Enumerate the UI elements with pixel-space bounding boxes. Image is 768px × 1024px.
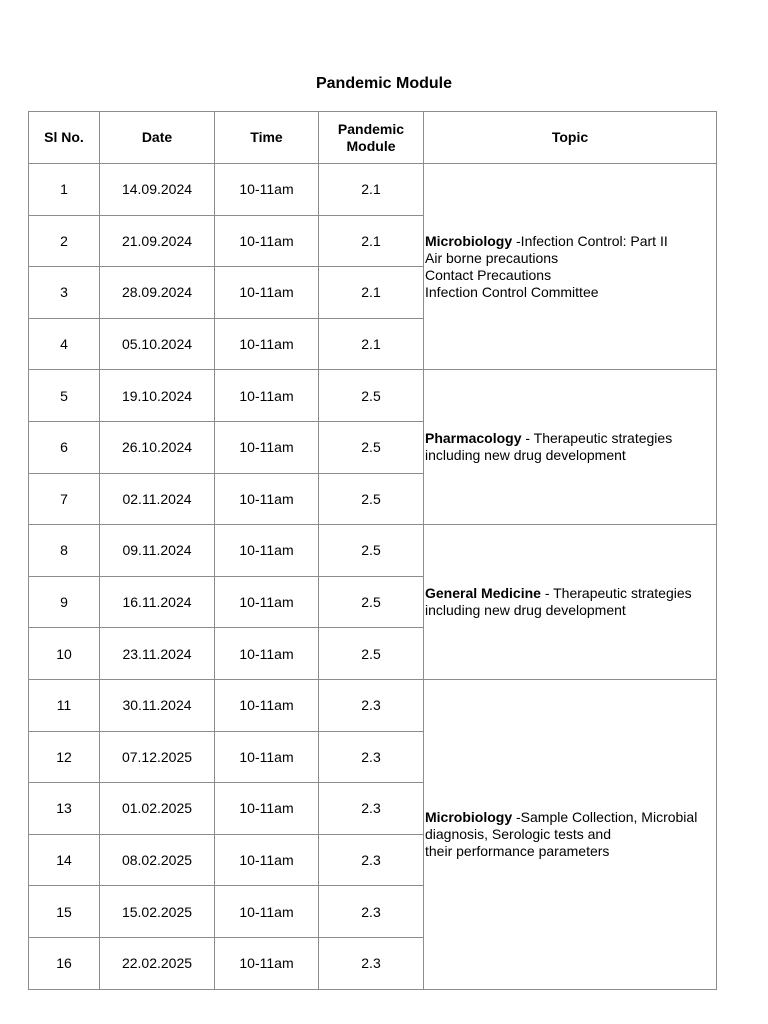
- header-pandemic-module: [319, 112, 424, 164]
- cell-module: 2.3: [319, 731, 424, 783]
- cell-module: 2.3: [319, 679, 424, 731]
- topic-line: Contact Precautions: [425, 266, 552, 283]
- topic-title: -Sample Collection, Microbial: [512, 808, 698, 825]
- cell-time: 10-11am: [215, 525, 319, 577]
- cell-date: 07.12.2025: [100, 731, 215, 783]
- cell-module: 2.5: [319, 473, 424, 525]
- topic-cell-general-medicine: [424, 525, 717, 680]
- cell-module: 2.5: [319, 576, 424, 628]
- cell-date: 09.11.2024: [100, 525, 215, 577]
- cell-date: 15.02.2025: [100, 886, 215, 938]
- cell-sl-no: 4: [29, 318, 100, 370]
- cell-module: 2.5: [319, 525, 424, 577]
- topic-cell-pharmacology: [424, 370, 717, 525]
- header-sl-no: Sl No.: [29, 112, 100, 164]
- cell-module: 2.3: [319, 834, 424, 886]
- cell-sl-no: 10: [29, 628, 100, 680]
- cell-date: 19.10.2024: [100, 370, 215, 422]
- cell-date: 01.02.2025: [100, 783, 215, 835]
- cell-sl-no: 6: [29, 421, 100, 473]
- topic-line: their performance parameters: [425, 842, 610, 859]
- header-time: Time: [215, 112, 319, 164]
- table-row: [29, 370, 717, 422]
- cell-sl-no: 3: [29, 267, 100, 319]
- table-row: [29, 525, 717, 577]
- cell-date: 05.10.2024: [100, 318, 215, 370]
- cell-sl-no: 1: [29, 164, 100, 216]
- cell-date: 16.11.2024: [100, 576, 215, 628]
- topic-title: -Infection Control: Part II: [512, 232, 668, 249]
- cell-time: 10-11am: [215, 679, 319, 731]
- cell-time: 10-11am: [215, 318, 319, 370]
- topic-line: Infection Control Committee: [425, 283, 599, 300]
- cell-time: 10-11am: [215, 834, 319, 886]
- topic-subject: General Medicine: [425, 585, 541, 602]
- cell-module: 2.5: [319, 628, 424, 680]
- cell-module: 2.1: [319, 164, 424, 216]
- topic-line: including new drug development: [425, 602, 626, 619]
- topic-cell-microbiology-infection-control: [424, 164, 717, 370]
- cell-time: 10-11am: [215, 473, 319, 525]
- cell-date: 26.10.2024: [100, 421, 215, 473]
- cell-date: 30.11.2024: [100, 679, 215, 731]
- cell-module: 2.1: [319, 267, 424, 319]
- header-row: [29, 112, 717, 164]
- header-topic: Topic: [424, 112, 717, 164]
- cell-sl-no: 14: [29, 834, 100, 886]
- cell-sl-no: 11: [29, 679, 100, 731]
- cell-time: 10-11am: [215, 731, 319, 783]
- cell-sl-no: 9: [29, 576, 100, 628]
- cell-date: 21.09.2024: [100, 215, 215, 267]
- table-row: [29, 164, 717, 216]
- cell-time: 10-11am: [215, 267, 319, 319]
- cell-sl-no: 15: [29, 886, 100, 938]
- cell-time: 10-11am: [215, 215, 319, 267]
- cell-sl-no: 7: [29, 473, 100, 525]
- cell-date: 23.11.2024: [100, 628, 215, 680]
- cell-module: 2.5: [319, 370, 424, 422]
- topic-subject: Microbiology: [425, 808, 513, 825]
- cell-time: 10-11am: [215, 370, 319, 422]
- cell-module: 2.5: [319, 421, 424, 473]
- topic-subject: Microbiology: [425, 232, 513, 249]
- table-row: [29, 679, 717, 731]
- header-date: Date: [100, 112, 215, 164]
- schedule-table: [28, 111, 717, 990]
- cell-sl-no: 12: [29, 731, 100, 783]
- cell-time: 10-11am: [215, 164, 319, 216]
- topic-title: - Therapeutic strategies: [521, 430, 673, 447]
- cell-date: 28.09.2024: [100, 267, 215, 319]
- cell-sl-no: 16: [29, 937, 100, 989]
- cell-module: 2.3: [319, 937, 424, 989]
- page-title: Pandemic Module: [315, 75, 453, 92]
- header-module-text: Pandemic Module: [337, 120, 405, 154]
- topic-line: including new drug development: [425, 447, 626, 464]
- cell-sl-no: 2: [29, 215, 100, 267]
- cell-date: 14.09.2024: [100, 164, 215, 216]
- topic-subject: Pharmacology: [425, 430, 522, 447]
- topic-line: Air borne precautions: [425, 249, 559, 266]
- cell-time: 10-11am: [215, 886, 319, 938]
- cell-module: 2.1: [319, 215, 424, 267]
- topic-cell-microbiology-sample-collection: [424, 679, 717, 989]
- cell-time: 10-11am: [215, 628, 319, 680]
- cell-date: 22.02.2025: [100, 937, 215, 989]
- cell-time: 10-11am: [215, 421, 319, 473]
- cell-time: 10-11am: [215, 576, 319, 628]
- cell-sl-no: 5: [29, 370, 100, 422]
- cell-module: 2.1: [319, 318, 424, 370]
- cell-time: 10-11am: [215, 937, 319, 989]
- cell-date: 08.02.2025: [100, 834, 215, 886]
- topic-line: diagnosis, Serologic tests and: [425, 825, 611, 842]
- cell-sl-no: 13: [29, 783, 100, 835]
- cell-sl-no: 8: [29, 525, 100, 577]
- topic-title: - Therapeutic strategies: [540, 585, 692, 602]
- cell-module: 2.3: [319, 886, 424, 938]
- cell-time: 10-11am: [215, 783, 319, 835]
- cell-date: 02.11.2024: [100, 473, 215, 525]
- cell-module: 2.3: [319, 783, 424, 835]
